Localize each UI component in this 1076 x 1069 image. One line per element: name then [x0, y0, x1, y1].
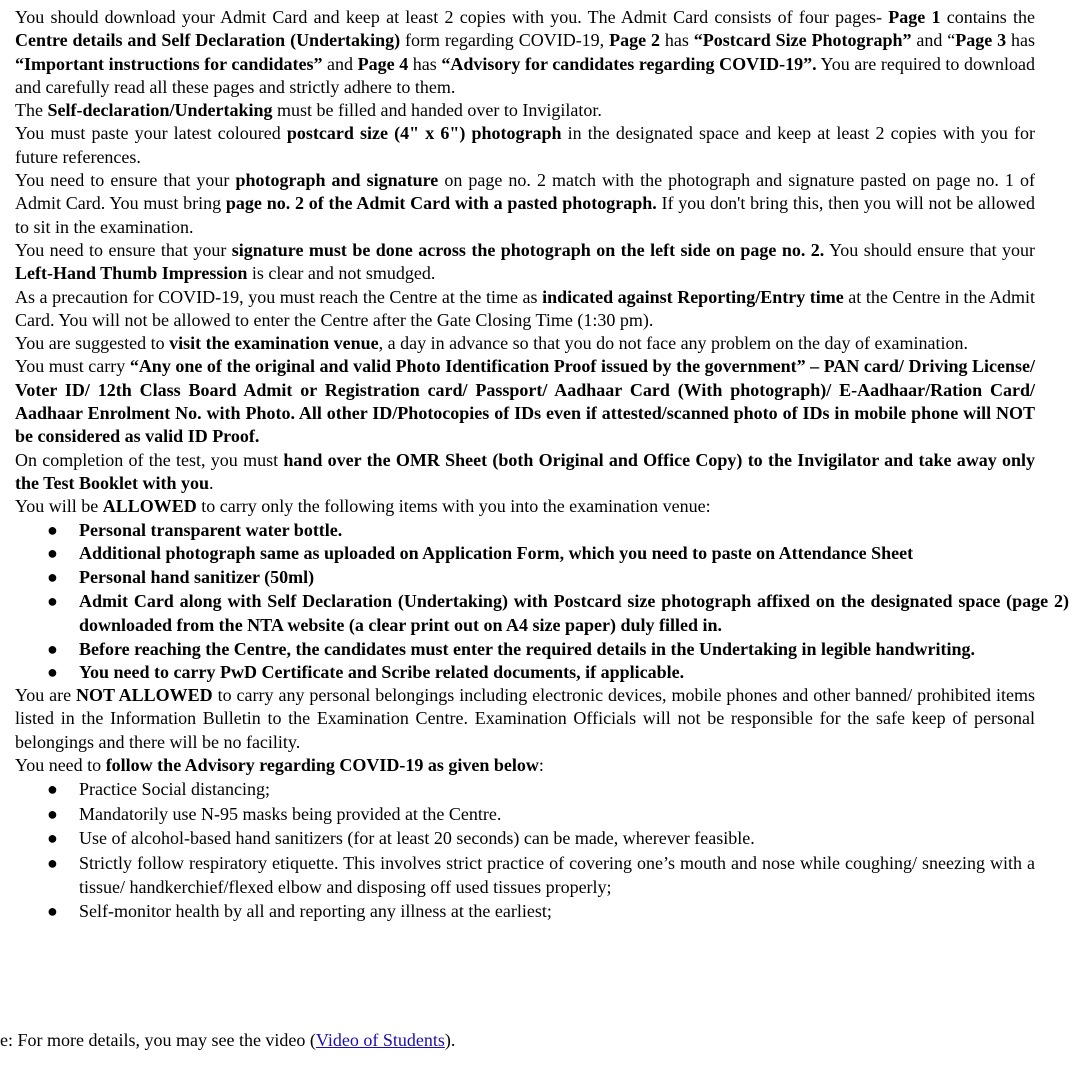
bullet-icon: ●	[47, 901, 58, 922]
bullet-icon: ●	[47, 779, 58, 800]
list-item: ● Admit Card along with Self Declaration (Undertaking) with Postcard size photograph affixed on the designated space (page 2) downloaded from the NTA website (a clear print out on A4 size paper) duly filled in.	[47, 590, 1069, 635]
list-item: ● Personal transparent water bottle.	[15, 519, 1069, 543]
bullet-icon: ●	[47, 662, 58, 683]
list-item: ● Practice Social distancing;	[15, 777, 1035, 801]
visit-venue-paragraph: You are suggested to visit the examination venue, a day in advance so that you do not face any problem on the day of examination.	[15, 333, 968, 354]
list-item: ● You need to carry PwD Certificate and Scribe related documents, if applicable.	[15, 661, 1069, 685]
list-item: ● Personal hand sanitizer (50ml)	[15, 566, 1069, 590]
reporting-time-paragraph: As a precaution for COVID-19, you must reach the Centre at the time as indicated against Reporting/Entry time at the Centre in the Admit Card. You will not be allowed to enter the Centre after the Gate Closing Time (1:30 pm).	[15, 286, 1036, 330]
not-allowed-paragraph: You are NOT ALLOWED to carry any personal belongings including electronic devices, mobile phones and other banned/ prohibited items listed in the Information Bulletin to the Examination Centre. Examination Officials will not be responsible for the safe keep of personal belongings and there will be no facility.	[15, 685, 1035, 752]
photo-signature-match-paragraph: You need to ensure that your photograph and signature on page no. 2 match with the photograph and signature pasted on page no. 1 of Admit Card. You must bring page no. 2 of the Admit Card with a pasted photograph. If you don't bring this, then you will not be allowed to sit in the examination.	[15, 170, 1036, 237]
list-item: ● Self-monitor health by all and reporting any illness at the earliest;	[15, 899, 1035, 923]
list-item: ● Before reaching the Centre, the candidates must enter the required details in the Undertaking in legible handwriting.	[15, 638, 1069, 662]
list-item: ● Use of alcohol-based hand sanitizers (for at least 20 seconds) can be made, wherever feasible.	[15, 826, 1035, 850]
self-declaration-paragraph: The Self-declaration/Undertaking must be filled and handed over to Invigilator.	[15, 100, 602, 121]
omr-sheet-paragraph: On completion of the test, you must hand over the OMR Sheet (both Original and Office Copy) to the Invigilator and take away only the Test Booklet with you.	[15, 449, 1035, 493]
list-item: ● Mandatorily use N-95 masks being provided at the Centre.	[15, 802, 1035, 826]
bullet-icon: ●	[47, 803, 58, 824]
bullet-icon: ●	[47, 519, 58, 540]
list-item: ● Strictly follow respiratory etiquette. This involves strict practice of covering one’s mouth and nose while coughing/ sneezing with a tissue/ handkerchief/flexed elbow and disposing off used tissues properly;	[47, 852, 1035, 897]
allowed-items-intro: You will be ALLOWED to carry only the following items with you into the examination venue:	[15, 496, 711, 517]
bullet-icon: ●	[47, 638, 58, 659]
bullet-icon: ●	[47, 852, 58, 873]
allowed-items-list	[15, 519, 1069, 686]
bullet-icon: ●	[47, 567, 58, 588]
signature-thumb-paragraph: You need to ensure that your signature must be done across the photograph on the left side on page no. 2. You should ensure that your Left-Hand Thumb Impression is clear and not smudged.	[15, 239, 1036, 284]
bullet-icon: ●	[47, 590, 58, 611]
bullet-icon: ●	[47, 828, 58, 849]
instructions-document	[15, 6, 1069, 924]
id-proof-paragraph: You must carry “Any one of the original and valid Photo Identification Proof issued by the government” – PAN card/ Driving License/ Voter ID/ 12th Class Board Admit or Registration card/ Passport/ Aadhaar Card (With photograph)/ E-Aadhaar/Ration Card/ Aadhaar Enrolment No. with Photo. All other ID/Photocopies of IDs even if attested/scanned photo of IDs in mobile phone will NOT be considered as valid ID Proof.	[15, 356, 1035, 447]
video-of-students-link[interactable]: Video of Students	[315, 1030, 445, 1050]
admit-card-pages-paragraph: You should download your Admit Card and keep at least 2 copies with you. The Admit Card consists of four pages- Page 1 contains the Centre details and Self Declaration (Undertaking) form regarding COVID-19, Page 2 has “Postcard Size Photograph” and “Page 3 has “Important instructions for candidates” and Page 4 has “Advisory for candidates regarding COVID-19”. You are required to download and carefully read all these pages and strictly adhere to them.	[15, 7, 1036, 97]
bullet-icon: ●	[47, 543, 58, 564]
covid-advisory-intro: You need to follow the Advisory regarding COVID-19 as given below:	[15, 755, 544, 775]
video-note: e: For more details, you may see the video (Video of Students).	[0, 1030, 456, 1050]
list-item: ● Additional photograph same as uploaded on Application Form, which you need to paste on Attendance Sheet	[15, 542, 1069, 566]
photograph-paragraph: You must paste your latest coloured postcard size (4" x 6") photograph in the designated space and keep at least 2 copies with you for future references.	[15, 123, 1035, 167]
covid-advisory-list	[15, 777, 1035, 923]
